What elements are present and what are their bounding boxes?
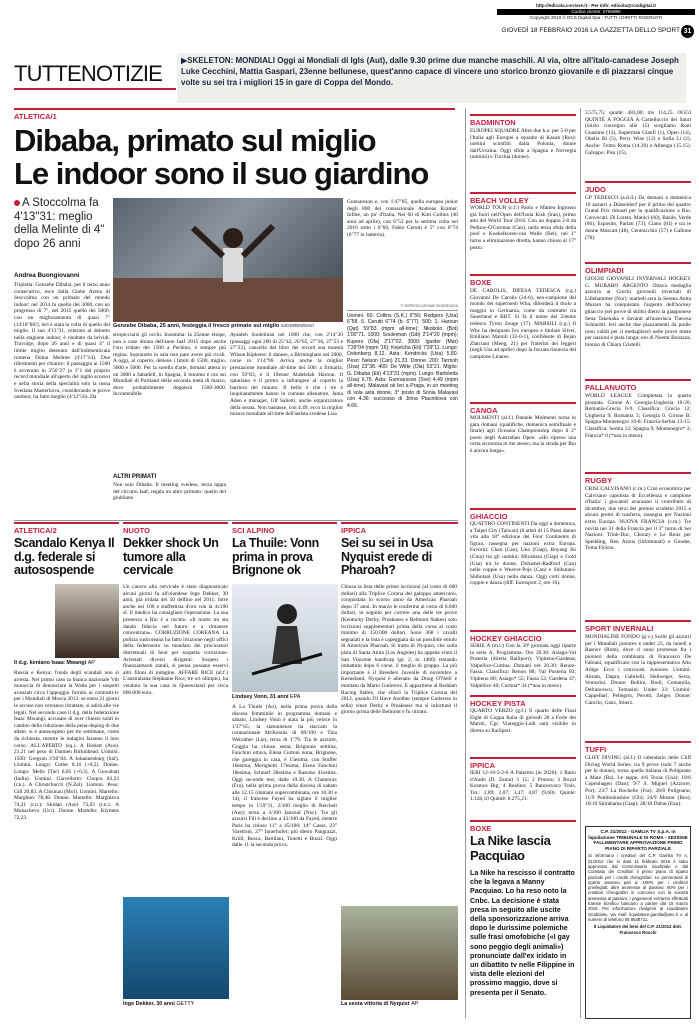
row2-divider — [14, 520, 458, 521]
sport-invernali-body: MONDIALINE FONDO (g.v.) Scelti gli azzurri per i Mondiali juniores e under 23, da lunedì a Rasnov (Rom), dove ci sono promesse fra i pionieri della combinata di Francesco De Fabiani, squalificato con la rappresentativa Alto Adige. Ecco i convocati. Juniores. Uomini: Abram, Dapra, Gabrielli, Hellweger, Serra, Venturini. Donne: Bellini, Brell, Comarella, Defrancesco, Tomasini. Under 23: Uomini: Cappellari, Pellegrin, Perotti, Zelger. Donne: Cancilo, Ganz, Stuerz. — [585, 634, 691, 706]
badminton-label: BADMINTON — [470, 114, 576, 127]
date-line: GIOVEDÌ 18 FEBBRAIO 2016 LA GAZZETTA DELLO SPORT — [501, 27, 680, 34]
photo-caption-credit: SJOGREN/SAVI — [280, 323, 314, 328]
vonn-kicker: SCI ALPINO — [232, 522, 337, 535]
olimpiadi-label: OLIMPIADI — [585, 262, 691, 275]
beach-volley-body: WORLD TOUR (c.f.) Paolo e Matteo Ingrosso già fuori nell'Open dell'Isola Kish (Iran), primo atto del World Tour 2016. Con un doppio 2-0 da Pedlow-O'Gorman (Can), nella terza sfida della pool e Koekelkoren-van Walle (Bel), nel 1° turno a eliminazione diretta, hanno chiuso al 17° posto. — [470, 205, 576, 251]
vonn-caption — [232, 694, 338, 700]
pacquiao-body: La Nike ha rescisso il contratto che la legava a Manny Pacquiao. Lo ha reso noto la Cnbc. La decisione è stata presa in seguito alle uscite della sponsorizzazione arriva dopo le durissime polemiche sulle frasi omofobiche («I gay sono peggio degli animali») pronunciate dall'ex iridato in un dibattito tv nelle Filippine in vista delle elezioni del prossimo maggio, dove si presenta per il Senato. — [470, 869, 575, 997]
main-body-1: Tripletta: Genzebe Dibaba, per il terzo anno consecutivo, esce dalla Globe Arena di Stoccolma con un primato del mondo indoor: nel 2014 fu quello dei 3000, con un progresso di 7", nel 2015 quello dei 5000, con un miglioramento di quasi 7" (14'18"86!), ieri è stata la volta di quello del miglio. Il suo 4'13"31, centrato al debutto nella stagione indoor, è risultato da brividi. Travolge, dopo 26 anni e di quasi 4" il limite miglio detenuto dall'indimenticata romena Doina Melinte (4'17"14). Due riferimenti per chiarire: il passaggio ai 1500 è avvenuto in 3'56"27 (a 1"1 dal proprio record mondiale all'aperto del luglio scorso) e nella storia della specialità solo la russa Svetlana Masterkova, considerando le prove outdoor, ha fatto meglio (4'12"56). Da — [14, 282, 110, 401]
kenya-caption — [14, 660, 120, 666]
rugby-body: CRISI CALVISANO (c.m.) Crisi economica per Calvisano capolista di Eccellenza e campione d'Italia: i giocatori avanzano il contributo di dicembre, due terzi del premio scudetto 2015 e alcuni premi di trasferta, rassegna per Nazioni extra Europa. NUOVA FRANCIA (c.m.) Tre novità nei 31 della Francia per il 3° turno di Sei Nazioni: Trinh-Duc, Chouzy e Le Roux per Spedding, Ben Arous (infortunati) e Gouder, Toma Fickou. — [585, 486, 691, 552]
beach-volley-label: BEACH VOLLEY — [470, 192, 576, 205]
main-author: Andrea Buongiovanni — [14, 272, 80, 279]
kenya-caption-text: Il d.g. keniano Isaac Mwangi — [14, 660, 87, 666]
canoa-body: MOLMENTI (al.f.) Daniele Molmenti torna in gara domani (qualifiche, domenica semifinale e finale) agli Oceania Championship dopo il 2° posto degli Australian Open: «Ho ripreso una certa sicurezza in me stesso, ma la strada per Rio è ancora lunga». — [470, 415, 576, 454]
sport-invernali-label: SPORT INVERNALI — [585, 620, 691, 633]
kenya-caption-credit: AP — [87, 660, 95, 666]
legal-title: C.P. 21/2012 - GAMLIA TV S.p.A. in liquidazione TRIBUNALE DI ROMA - SEZIONE FALLIMENTARE APPROVAZIONE PRIMO PIANO DI RIPARTO PARZIALE — [588, 829, 688, 851]
runner-silhouette-icon — [113, 198, 343, 322]
dekker-body: Un cancro alla cervicale è stato diagnosticato alcuni giorni fa all'olandese Inge Dekker, 30 anni, già iridata dei 50 delfino nel 2011, forte anche nei 100 e staffettista d'oro con la 4x100 sl. Il medico ha consigliato l'operazione. La sua presenza a Rio è a rischio. «Il nuoto mi sta dando fiducia nel futuro e a rimanere concentrata». CORRUZIONE COREANA La polizia sudcoreana ha fatto irruzione negli uffici della federnuoto su mandato dei procuratori distrettuali di Seul per sospetta corruzione. Arrestati diversi dirigenti. Sospesi i finanziamenti statali, si pensa possano esservi altri filoni di indagine. AFFARE RICE (al.f.) L'australiana Stephanie Rice, tre ori olimpici, ha venduto la sua casa in Queensland per circa 800.000 euro. — [123, 584, 228, 696]
photo-caption-text: Genzebe Dibaba, 25 anni, festeggia il fresco primato sul miglio — [113, 323, 280, 329]
dekker-kicker: NUOTO — [123, 522, 228, 535]
top-info-line1: http://edicola.corriere.it - Per info: edicola@rcsdigital.it — [536, 3, 656, 8]
ghiaccio-body: QUATTRO CONTINENTI Da oggi a domenica, a Taipei City (Taiwan) (8 atleti di 15 Paesi danno vita alla 18° edizione dei Four Continents di figura, rassegna per nazioni extra Europa. Favoriti: Chan (Can), Uno (Giap), Boyang Jin (Cina) tra gli uomini; Miyahara (Giap) e Gold (Usa) tra le donne, Duhamel-Radford (Can) nelle coppie e Weaver-Poje (Can) e Shibutani-Shibutani (Usa) nella danza. Oggi corti donne, coppie e danza (diff. Eurosport 2, ore 16). — [470, 521, 576, 587]
skier-icon — [232, 584, 338, 692]
judo-body: GP TEDESCO (a.d.d.) Da domani a domenica 10 azzurri a Düsseldorf per il primo del quattro Grand Prix rimasti per la qualificazione a Rio. Convocati: Di Loreto, Manici (60), Basile, Verde (66), Esposito, Parlati (73), Ciano (81) e tra le donne Moscatt (48), Centracchio (57) e Gallone (78). — [585, 195, 691, 241]
col4-top: 3.575,75; quartè: 483,00; tris 114,25. OGGI QUINTÉ A FOGGIA A Castelluccio dei Sauri (inizio convegno alle 15) scegliamo Rom Guasimo (13), Superman Gianfi (1), Open (14), Obelix Bi (5), Perry Wise (12) e Sofia Li (2). Anche: Trotto Roma (14.30) e Albenga (15.15). Galoppo: Pisa (15). — [585, 110, 691, 156]
pallanuoto-body: WORLD LEAGUE Completata la quarta giornata. Girone A: Georgia-Ungheria 10-20; Romania-Grecia 6-9. Classifica: Grecia 12; Ungheria 9; Romania 3; Georgia 0. Girone B: Spagna-Montenegro 10-8; Francia-Serbia 13-15. Classifica: Serbia 12; Spagna 9; Montenegro* 3; Francia* 0 (*una in meno). — [585, 393, 691, 439]
hockey-pista-body: QUARTO VERZO (g.f.) Il quarto delle Final Eight di Coppa Italia di giovedì 28 a Forte dei Marmi, Cgc Viareggio-Lodi sarà visibile in diretta su RaiSport. — [470, 708, 576, 734]
vonn-caption-credit: EPA — [290, 694, 301, 700]
hockey-pista-label: HOCKEY PISTA — [470, 695, 576, 708]
boxe-brief-label: BOXE — [470, 274, 576, 287]
main-subhead: ALTRI PRIMATI — [113, 474, 157, 480]
ippica-brief-label: IPPICA — [470, 757, 576, 770]
main-body-2: stropicciarsi gli occhi. Insomma: la 25enne etiope, non a caso donna dell'anno Iaaf 2015 dopo anche l'oro iridato dei 1500 a Pechino, è sempre più regina. Sopratutto in sala non pare avere più rivali. A oggi, al coperto, detiene i limiti di 1500, miglio, 3000 e 5000. Per la sorella d'arte, domani attesa in un 3000 a Sabadell, in Spagna, il minimo è ora sui Mondiali di Portland della seconda metà di marzo, dove probabilmente doppierà 1500-3000. Incontenibile. — [113, 332, 226, 398]
nyquist-body: Chiusa la lista delle prime iscrizioni (al costo di 600 dollari) alla Triplice Corona del galoppo americano, conquistata lo scorso anno da American Pharoah dopo 37 anni. In marzo le conferme al costo di 6.000 dollari, in seguito per correre una delle tre prove (Kentucky Derby, Preakness e Belmont Stakes) solo iscrizioni supplementari prima della corsa al costo minimo di 150.000 dollari. Sono 368 i cavalli segnalati e la lista è capeggiata da un possibile emulo di American Pharoah. Si tratta di Nyquist, che sulla pista di Santa Anita (Los Angeles) ha appena vinto il San Vincente handicap (gr. 2, m 1400) restando imbattuto dopo 6 corse, il meglio di gruppo. La più importante è il Breeders Juvenile di novembre a Keeneland. Nyquist è allenato da Doug O'Neill e montato da Mario Gutierrez. E appartiene al Reddam Racing Stable, che sfiorò la Triplice Corona del 2012, quando I'll Have Another (sempre Gutierrez in sella) vinse Derby e Preakness ma si infortunò il giorno prima delle Belmont e fu ritirato. — [341, 584, 457, 716]
nyquist-kicker: IPPICA — [341, 522, 458, 535]
vonn-body: A La Thuile (Ao), nella prima prova della discesa femminile in programma domani e sabato, Lindsey Vonn è stata la più veloce in 1'37"65; la statunitense ha staccato la connazionale McKennis di 89/100 e Tina Weirather (Lie), terza di 1"79. Tra le azzurre, Goggia ha chiuso sesta, Brignone settima, Fanchini ottava, Elena Curtoni nona; Brignone, che gareggia in casa, è 15esima, con Stuffer 16esima, Merighetti 17esima, Elena Fanchini 18esima, Schnarf 28esima e Bassino 41esima. Oggi secondo test, dalle 10.30. A Chamonix (Fra), nella prima prova della discesa di sabato alle 12.15 (domani supercombinata, ore 10.30 e 14), il francese Fayed ha siglato il miglior tempo in 1'59"11, 2/100 meglio di Reichelt (Aut); terzo a 3/100 Jansrud (Nor). Tra gli azzurri Fill è decimo a 43/100 da Fayed, mentre Paris ha chiuso 11° a 45/100; 14° Casse, 23° Varettoni, 27° Innerhofer; più dietro Pangrazzi, Kröll, Bosca, Battilani, Tonetti e Buzzi. Oggi dalle 11 la seconda prova. — [232, 704, 337, 849]
legal-body: Si informano i creditori del C.P. Gamlia TV n. 21/2012 che in data 11 febbraio 2016 è stato approvato dal Commissario Giudiziale e dal Comitato dei Creditori il primo piano di riparto parziale per i crediti chirografari. Le percentuali di riparto saranno pari a: 100% per i creditori privilegiati; altre ammesse al passivo; 80% per i creditori chirografari in concorso con la società ammessa al passivo; I pagamenti verranno effettuati tramite bonifico bancario a partire dal 15 marzo 2016. Per informazioni rivolgersi al Liquidatore Giudiziale, via mail: liquidatore.gamlia@pec.it o al numero di telefono 06 8548711. — [588, 853, 688, 922]
hockey-ghiaccio-label: HOCKEY GHIACCIO — [470, 630, 576, 643]
main-summary — [14, 197, 112, 251]
vonn-caption-text: Lindsey Vonn, 31 anni — [232, 694, 289, 700]
nyquist-title: Sei su sei in Usa Nyquist erede di Pharoah? — [341, 536, 433, 577]
judo-label: JUDO — [585, 181, 691, 194]
nyquist-photo — [341, 906, 458, 1000]
dekker-caption-text: Inge Dekker, 30 anni — [123, 1001, 175, 1007]
pacquiao-kicker: BOXE — [470, 820, 576, 833]
ippica-brief-body: IERI 12-10-5-2-6 A Palermo (in 2020): 1 Ratio d'Audo (D. Zaino) 3 15; 2 Prunus; 3 Royal Kosmos Big; 4 Realino; 5 Rancesvoro Trois. Tot.: 2,89; 2,07; 3,47; 4,87 (9,60). Quintè: 1.128,10 Quintè: 8.275,21. — [470, 770, 576, 803]
summary-text: A Stoccolma fa 4'13"31: meglio della Melinte di 4" dopo 26 anni — [14, 197, 105, 250]
bullet-icon — [14, 200, 20, 206]
canoa-label: CANOA — [470, 402, 576, 415]
olimpiadi-body: GIOCHI GIOVANILI INVERNALI HOCKEY G. MURARO ARGENTO Ottava medaglia azzurra ai Giochi giovanili invernali di Lillehammer (Nor): martedì sera la Serena Anita Muraro ha conquistato l'argento dell'hockey ghiaccio (sei prove di skills) dietro la giapponese Sena Takenaka e davanti all'austriaca Theresa Schlachtl. Ieri anche due piazzamenti da podio (non validi per il medagliere) nelle prove miste per nazioni e pista lunga: oro di Noemi Bonazza, bronzo di Chiara Cristelli. — [585, 276, 691, 348]
ghiaccio-label: GHIACCIO — [470, 508, 576, 521]
legal-notice — [585, 826, 691, 1019]
photo-caption — [113, 323, 345, 329]
results-divider — [347, 310, 458, 311]
nyquist-caption-credit: AP — [411, 1001, 419, 1007]
reserved-note: © RIPRODUZIONE RISERVATA — [400, 303, 458, 308]
tuffi-label: TUFFI — [585, 741, 691, 754]
hockey-ghiaccio-body: SERIE A (m.l.) Con la 39ª giornata oggi riparte la serie A. Programma. Ore 20.30: Asiago-Val Pusteria (diretta RaiSport); Vipiteno-Gardena; Valpellice-Cortina. Domani ore 20.30: Renon-Fassa. Classifica: Renon 88; Val Pusteria 83; Vipiteno 80; Asiago* 55; Fassa 52; Gardena 47; Valpellice 40; Cortina* 34 (*una in meno). — [470, 643, 576, 689]
nyquist-caption-text: La sesta vittoria di Nyquist — [341, 1001, 410, 1007]
dekker-caption — [123, 1001, 229, 1007]
top-info-bar — [497, 3, 695, 22]
teaser-text: ▶SKELETON: MONDIALI Oggi ai Mondiali di Igls (Aut), dalle 9.30 prime due manche maschili. Al via, oltre all'italo-canadese Joseph Luke Cecchini, Mattia Gaspari, 23enne bellunese, quest'anno capace di vincere uno storico bronzo giovanile e di piazzarsi cinque volte su sei tra i migliori 15 in gare di Coppa del Mondo. — [181, 56, 679, 87]
main-title-2: Le indoor sono il suo giardino — [14, 156, 429, 191]
nyquist-caption — [341, 1001, 458, 1007]
main-body-5: Gunnarsson e, con 1'47"85, quella europea junior degli 800 del connazionale Andreas Kramer. Infine, un po' d'Italia. Nei 60 di Kim Collins (40 anni ad aprile), con 6"53 per la settima volta nel 2016 sotto i 6"60, Fabio Cerutti è 5° con 6"74 (6"77 in batteria). — [347, 199, 458, 238]
main-body-4: Ayanleh Souleiman nei 1000 che, con 2'14"20 (passaggi ogni 200 di 25"42, 26"65, 27"36, 27"53 e 27"23), cancella dal libro dei record sua maestà Wilson Kipketer: il danese, a Birmingham nel 2000, corse in 1'14"96. Arriva anche la miglior prestazione mondiale all-time dei 500: a firmarla, con 59"83, è il 19enne Abdelelah Haroun. Il qatariano è il primo a infrangere al coperto la barriera del minuto. Il bello è che i tre è inopinatamente hanno in comune allenatore, Jama Aden e manager, Ulf Salietti, anche organizzatore della serata. Non bastasse, con 4.49, ecco la miglior misura mondiale all-time dell'astista svedese Lisa — [230, 332, 343, 418]
dibaba-photo — [113, 198, 343, 322]
main-title-1: Dibaba, primato sul miglio — [14, 123, 376, 158]
mwangi-photo — [55, 584, 119, 658]
section-title: TUTTENOTIZIE — [14, 61, 163, 86]
dekker-photo — [123, 897, 229, 999]
boxe-brief-body: DE CAROLIS, DIFESA TEDESCA (r.g.) Giovanni De Carolis (24-6), neo-campione del mondo dei supermedi Wba, difenderà il titolo a maggio in Germania, come da contratto tra Sauerland e BBT. Si fa il nome del 23enne tedesco Tyron Zeuge (17). MARSILI (r.g.) Il Wbc ha designato l'ex europeo e titolare Silver, Emiliano Marsili (32-0-1), confidente di Bejan Zlatciani (Meeg, 21) per l'interim dei leggeri (negli Usa ad aprile) dopo la forzata rinuncia del campione Linares. — [470, 288, 576, 360]
tuffi-body: CLIFF DIVING (al.f.) Il calendario delle Cliff Diving World Series: tra 9 prove (solo 7 anche per le donne), torna quella italiana di Polignano a Mare (Ba). Le tappe. 4/6 Texas (Usa); 18/6 Copenhagen (Dan); 9/7 S. Miguel (Azzorre, Por); 23/7 La Rochelle (Fra); 28/8 Polignano; 11/9 Pembrokeshire (Gb); 24/9 Mostar (Bos); 16/10 Shirahama (Giap); 28/10 Dubai (Eau). — [585, 755, 691, 808]
kenya-title: Scandalo Kenya Il d.g. federale si autosospende — [14, 536, 115, 577]
pacquiao-title: La Nike lascia Pacquiao — [470, 833, 551, 863]
dekker-caption-credit: GETTY — [176, 1001, 195, 1007]
kenya-kicker: ATLETICA/2 — [14, 522, 119, 535]
top-info-line3: Copyright 2010 © RCS Digital Spa - TUTTI I DIRITTI RISERVATI — [530, 15, 662, 20]
dekker-title: Dekker shock Un tumore alla cervicale — [123, 536, 219, 577]
col4-divider — [580, 108, 581, 1018]
main-kicker: ATLETICA/1 — [14, 108, 455, 121]
rugby-label: RUGBY — [585, 472, 691, 485]
page-number: 31 — [681, 25, 694, 38]
top-info-line2: Codice cliente: 2766986 — [497, 9, 695, 15]
legal-signature: Il Liquidatore dei beni del C.P. 21/2012 dott. Francesco Rocchi — [593, 924, 683, 935]
section-title-underline — [14, 88, 176, 90]
badminton-body: EUROPEI SQUADRE Altre due k.o. per 5-0 per l'Italia agli Europei a squadre di Kazan (Rus): uomini sconfitti dalla Polonia, donne dall'Ucraina. Oggi sfide a Spagna e Norvegia (uomini) e Turchia (donne). — [470, 128, 576, 161]
kenya-body: Russia e Kenya: l'onda degli scandali non si arresta. Nel primo caso la bianca nazionale Vtb minaccia di denunciare la Wada per i sospetti avanzati circa l'appoggio fornito ai contratti-tv per i Mondiali di Mosca 2013: se entro 21 giorni le accuse non verranno ritrattate, si adirà alle vie legali. Nel secondo caso il d.g. della federazione Isaac Mwangi, accusato di aver chiesto soldi in cambio della riduzione della pena-doping di due atlete, si è autosospeso per tre settimane, come da richiesta, mentre le indagini faranno il loro corso. ALL'APERTO (sq.). A Hobart (Aus). 21.21 nel peso di Damien Birkinhead. Uomini. 1500: Gregson 3'36"84. A Johannesburg (Saf). Uomini. Lungo: Cotter 8,16 (+0,2). Donne. Lungo: Mells (Tur) 6,85 (+0,3). A Guwahati (India). Uomini. Giavellotto: Chopra 82,23 (r.n.). A Christchurch (N.Zel). Uomini. Peso: Gill 20,83. A Chisinau (Mol). Uomini. Martello: Marghiev 78,48. Donne. Martello: Marghieva 74,21 (r.n.); Skidan (Aze) 73,03 (r.n.). A Mukachevo (Ucr). Donne. Martello: Klymets 72,23. — [14, 670, 119, 822]
main-body-3: Non solo Dibaba. Il meeting svedese, terza tappa del circuito Iaaf, regala un altro primato: quello del giubilano — [113, 482, 226, 502]
pallanuoto-label: PALLANUOTO — [585, 379, 691, 392]
vonn-photo — [232, 584, 338, 692]
vonn-title: La Thuile: Vonn prima in prova Brignone ok — [232, 536, 319, 577]
col3-divider — [465, 108, 466, 1018]
main-results: Uomini. 60: Collins (S.K.) 6"56; Rodgers (Usa) 6"58. 5. Cerutti 6"74 (b. 6"77). 500: 1. Haroun (Qat) 59"83 (mpm all-time); Nkobolo (Bot) 1'00"71. 1000: Souleiman (Gib) 2'14"20 (mpm); Kupers (Ola) 2'17"02. 3000: Iguider (Mar) 7'39"04 (mpm '16); Kejelcha (Eti) 7'39"11. Lungo: Ostenberg 8,12. Asta: Kendricks (Usa) 5,80. Peso: Nelson (Can) 21,33. Donne. 200: Tarmoh (Usa) 23"38. 400: De Witte (Ola) 53"21. Miglio: G. Dibaba (Eti) 4'13"31 (mpm). Lungo: Bartoletta (Usa) 6,75. Asta: Gunnarsson (Sve) 4,49 (mpm all-time). Malavasi ok Ieri a Praga, in un meeting di sola asta donne, 3° posto di Sonia Malavasi con 4.36: successo di Jirina Ptacnikova con 4.66. — [347, 313, 458, 409]
